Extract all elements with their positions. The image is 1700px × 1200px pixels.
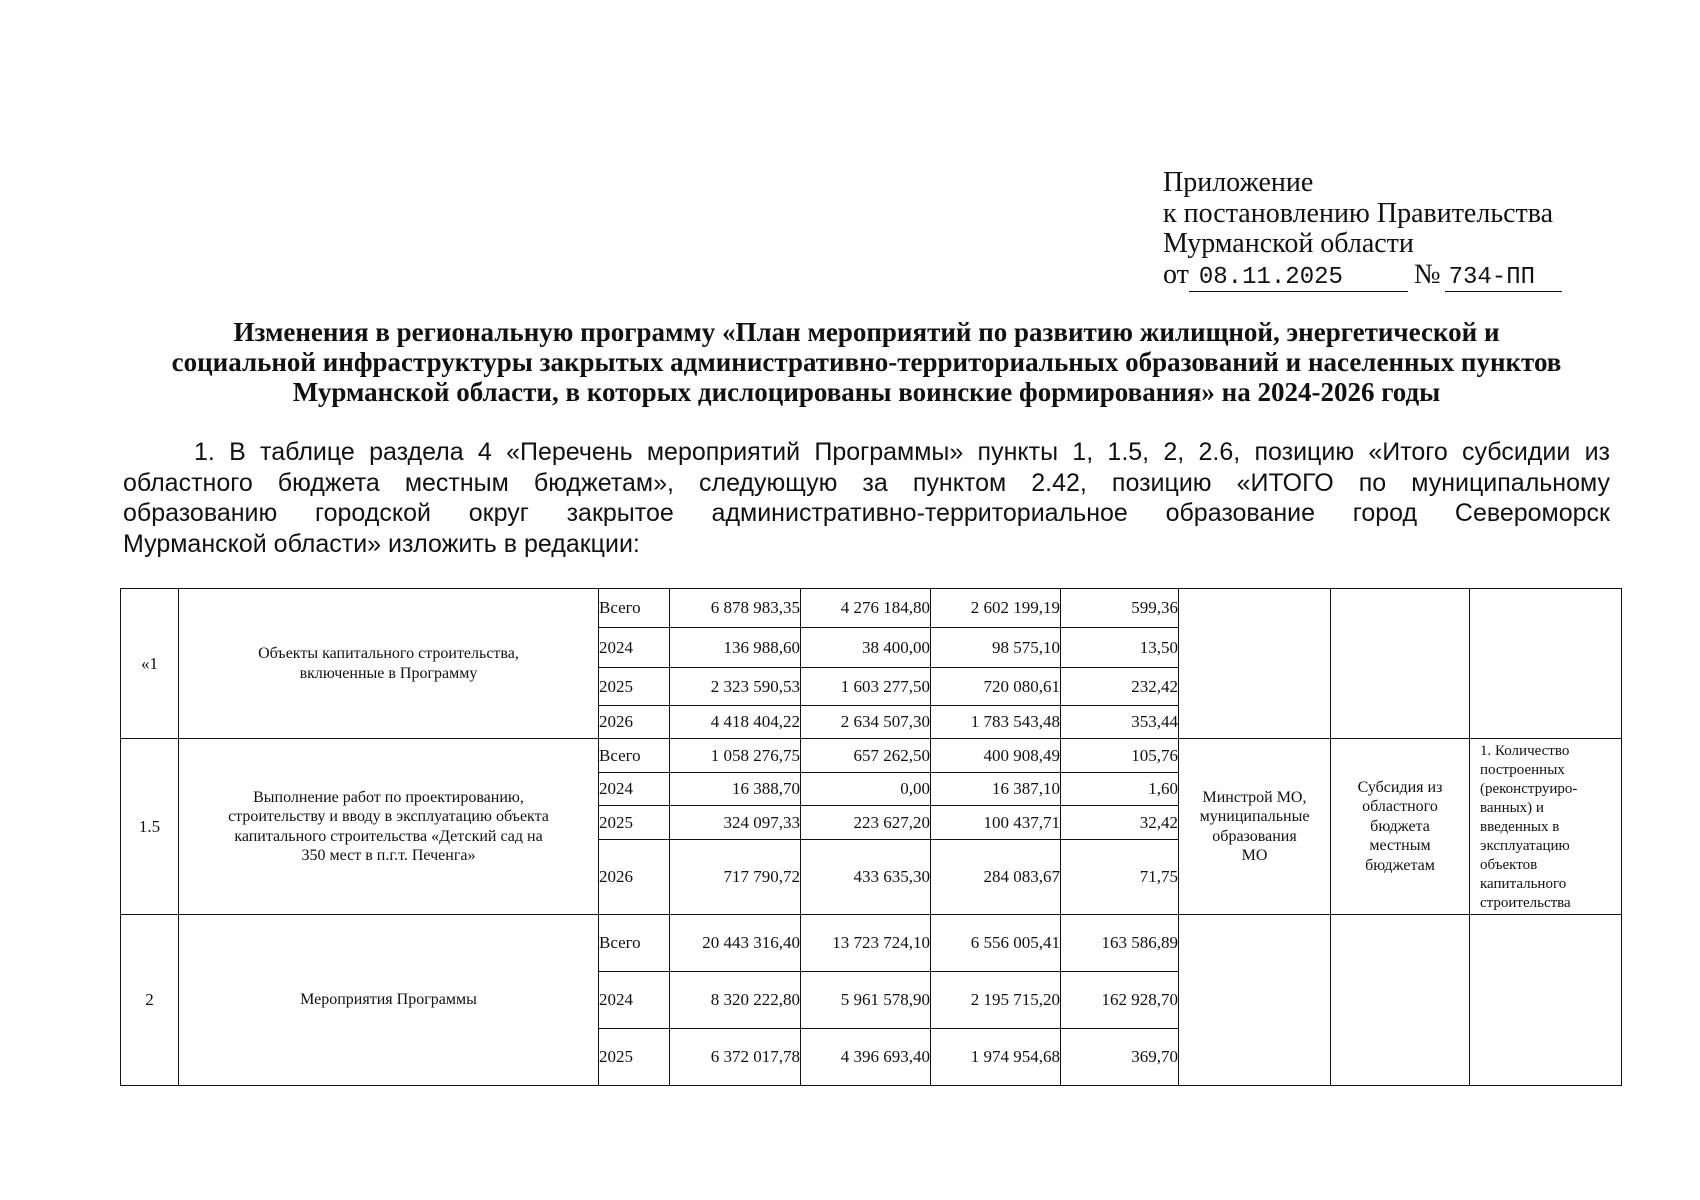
number-sign: № [1413, 258, 1441, 290]
amount-cell: 284 083,67 [931, 840, 1061, 915]
item-name-cell [179, 589, 599, 739]
year-cell: 2026 [599, 840, 670, 915]
table-row [121, 915, 1622, 972]
indicator-cell-line: (реконструиро- [1480, 781, 1578, 797]
amount-cell: 2 634 507,30 [801, 706, 931, 739]
item-number-cell: 2 [121, 915, 179, 1086]
amount-cell: 4 396 693,40 [801, 1029, 931, 1086]
funding-source-cell [1331, 915, 1470, 1086]
amount-cell: 163 586,89 [1061, 915, 1179, 972]
year-cell: 2024 [599, 773, 670, 806]
indicator-cell [1470, 589, 1622, 739]
amount-cell: 8 320 222,80 [670, 972, 801, 1029]
amount-cell: 100 437,71 [931, 806, 1061, 840]
indicator-cell-line: построенных [1480, 762, 1565, 778]
amount-cell: 16 387,10 [931, 773, 1061, 806]
amount-cell: 720 080,61 [931, 668, 1061, 706]
year-cell: 2025 [599, 806, 670, 840]
indicator-cell-line: введенных в [1480, 819, 1560, 835]
item-name-cell-line: Выполнение работ по проектированию, [253, 788, 524, 806]
paragraph-line: Мурманской области» изложить в редакции: [123, 529, 640, 558]
date-prefix: от [1163, 258, 1189, 290]
funding-source-cell-line: бюджетам [1365, 856, 1435, 874]
amount-cell: 1 783 543,48 [931, 706, 1061, 739]
funding-source-cell-line: бюджета [1370, 817, 1430, 835]
amount-cell: 353,44 [1061, 706, 1179, 739]
amount-cell: 6 372 017,78 [670, 1029, 801, 1086]
item-name-cell-line: капитального строительства «Детский сад на [234, 827, 543, 845]
amount-cell: 599,36 [1061, 589, 1179, 628]
item-name-cell-line: 350 мест в п.г.т. Печенга» [301, 847, 476, 864]
amount-cell: 136 988,60 [670, 628, 801, 668]
amount-cell: 2 323 590,53 [670, 668, 801, 706]
year-cell: Всего [599, 739, 670, 773]
funding-source-cell-line: местным [1369, 837, 1431, 855]
funding-source-cell-line: областного [1362, 798, 1438, 816]
table-body [121, 589, 1622, 1086]
indicator-cell-line: эксплуатацию [1480, 838, 1570, 854]
amount-cell: 6 878 983,35 [670, 589, 801, 628]
executor-cell-line: МО [1241, 846, 1268, 864]
resolution-date: 08.11.2025 [1189, 265, 1408, 292]
amount-cell: 400 908,49 [931, 739, 1061, 773]
year-cell: Всего [599, 915, 670, 972]
year-cell: 2025 [599, 1029, 670, 1086]
amount-cell: 105,76 [1061, 739, 1179, 773]
item-name-cell-line: включенные в Программу [299, 664, 478, 682]
amount-cell: 717 790,72 [670, 840, 801, 915]
amount-cell: 223 627,20 [801, 806, 931, 840]
amount-cell: 4 418 404,22 [670, 706, 801, 739]
item-name-cell [179, 915, 599, 1086]
title-line: социальной инфраструктуры закрытых административно-территориальных образований и населенных пунктов [171, 347, 1562, 377]
indicator-cell-content [1470, 999, 1621, 1001]
indicator-cell-content [1470, 663, 1621, 665]
amount-cell: 1 058 276,75 [670, 739, 801, 773]
amount-cell: 4 276 184,80 [801, 589, 931, 628]
executor-cell [1179, 915, 1331, 1086]
amount-cell: 324 097,33 [670, 806, 801, 840]
amount-cell: 1,60 [1061, 773, 1179, 806]
indicator-cell-line: 1. Количество [1480, 743, 1570, 759]
paragraph-line: 1. В таблице раздела 4 «Перечень мероприятий Программы» пункты 1, 1.5, 2, 2.6, позицию «Итого субсидии из [194, 438, 1610, 466]
amount-cell: 2 602 199,19 [931, 589, 1061, 628]
amount-cell: 2 195 715,20 [931, 972, 1061, 1029]
year-cell: 2026 [599, 706, 670, 739]
amount-cell: 1 603 277,50 [801, 668, 931, 706]
title-line: Изменения в региональную программу «План мероприятий по развитию жилищной, энергетической и [233, 317, 1500, 347]
item-name-cell [179, 739, 599, 915]
amount-cell: 13 723 724,10 [801, 915, 931, 972]
indicator-cell-line: капитального [1480, 876, 1567, 892]
amount-cell: 162 928,70 [1061, 972, 1179, 1029]
year-cell: Всего [599, 589, 670, 628]
amount-cell: 20 443 316,40 [670, 915, 801, 972]
indicator-cell-line: ванных) и [1480, 800, 1544, 816]
title-line: Мурманской области, в которых дислоцированы воинские формирования» на 2024-2026 годы [292, 377, 1441, 407]
funding-source-cell [1331, 589, 1470, 739]
item-name-cell-line: Объекты капитального строительства, [258, 645, 519, 662]
amount-cell: 6 556 005,41 [931, 915, 1061, 972]
indicator-cell-line: строительства [1480, 895, 1571, 911]
appendix-line: Приложение [1163, 167, 1314, 198]
appendix-line: к постановлению Правительства [1163, 197, 1554, 229]
item-name-cell-line: Мероприятия Программы [300, 991, 477, 1009]
appendix-line: Мурманской области [1163, 228, 1414, 259]
instruction-paragraph [123, 437, 1610, 559]
indicator-cell-line: объектов [1480, 857, 1538, 873]
year-cell: 2024 [599, 972, 670, 1029]
table-row [121, 739, 1622, 773]
amount-cell: 433 635,30 [801, 840, 931, 915]
year-cell: 2024 [599, 628, 670, 668]
amount-cell: 369,70 [1061, 1029, 1179, 1086]
indicator-cell [1470, 915, 1622, 1086]
funding-source-cell [1331, 739, 1470, 915]
year-cell: 2025 [599, 668, 670, 706]
executor-cell [1179, 739, 1331, 915]
item-number-cell: 1.5 [121, 739, 179, 915]
appendix-date-line [1163, 260, 1562, 292]
amount-cell: 16 388,70 [670, 773, 801, 806]
executor-cell [1179, 589, 1331, 739]
document-title [123, 317, 1610, 407]
resolution-number: 734-ПП [1445, 265, 1562, 292]
executor-cell-line: образования [1212, 827, 1297, 845]
paragraph-line: образованию городской округ закрытое административно-территориальное образование город Североморск [123, 499, 1610, 527]
funding-source-cell-line: Субсидия из [1357, 778, 1443, 796]
amount-cell: 657 262,50 [801, 739, 931, 773]
item-name-cell-line: строительству и вводу в эксплуатацию объекта [228, 808, 549, 825]
amount-cell: 5 961 578,90 [801, 972, 931, 1029]
table-row [121, 589, 1622, 628]
amount-cell: 38 400,00 [801, 628, 931, 668]
indicator-cell [1470, 739, 1622, 915]
amount-cell: 13,50 [1061, 628, 1179, 668]
amount-cell: 0,00 [801, 773, 931, 806]
executor-cell-line: муниципальные [1199, 808, 1310, 826]
amount-cell: 32,42 [1061, 806, 1179, 840]
amount-cell: 71,75 [1061, 840, 1179, 915]
indicator-cell-content [1470, 740, 1621, 913]
appendix-block [1163, 168, 1562, 292]
amount-cell: 232,42 [1061, 668, 1179, 706]
executor-cell-line: Минстрой МО, [1202, 788, 1307, 806]
amount-cell: 98 575,10 [931, 628, 1061, 668]
amount-cell: 1 974 954,68 [931, 1029, 1061, 1086]
program-changes-table [120, 588, 1622, 1086]
paragraph-line: областного бюджета местным бюджетам», следующую за пунктом 2.42, позицию «ИТОГО по муниципальному [123, 468, 1610, 497]
item-number-cell: «1 [121, 589, 179, 739]
